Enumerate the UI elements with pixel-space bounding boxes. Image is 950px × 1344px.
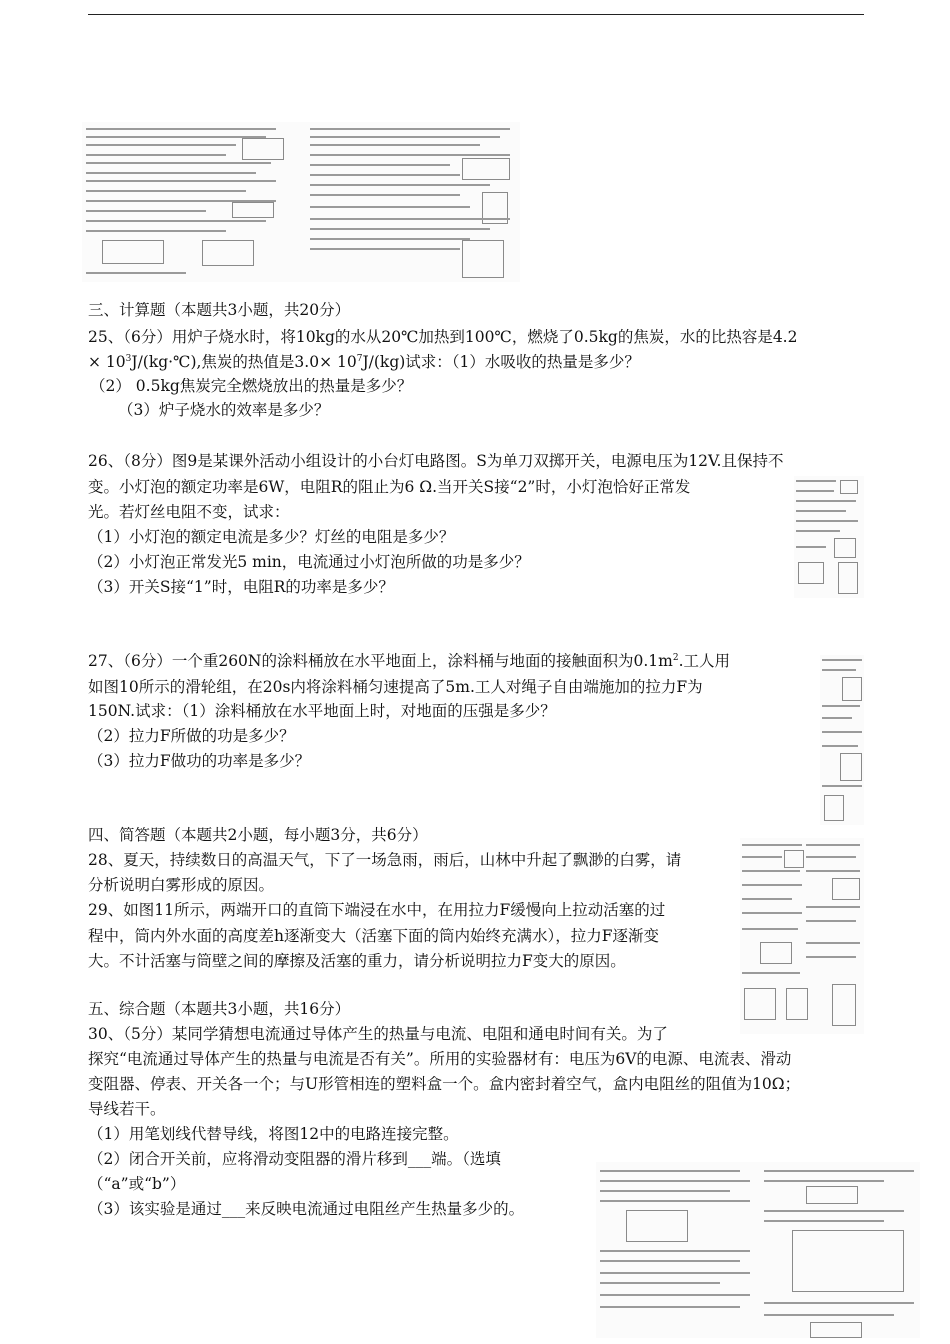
q25-line-1: 25、（6分）用炉子烧水时，将10kg的水从20℃加热到100℃，燃烧了0.5kg的焦炭，水的比热容是4.2 [88, 328, 798, 346]
q26-line-3: 光。若灯丝电阻不变，试求： [88, 503, 290, 521]
scanned-page-thumbnail-section-4 [740, 838, 864, 1034]
q27-line-3: 150N.试求：（1）涂料桶放在水平地面上时，对地面的压强是多少？ [88, 702, 556, 720]
q26-line-2: 变。小灯泡的额定功率是6W，电阻R的阻止为6 Ω.当开关S接“2”时，小灯泡恰好正常发 [88, 478, 691, 496]
q30-line-7: （“a”或“b”） [88, 1175, 186, 1193]
header-rule [88, 14, 864, 15]
q25-line-4: （3）炉子烧水的效率是多少？ [118, 401, 330, 419]
q29-line-2: 程中，筒内外水面的高度差h逐渐变大（活塞下面的筒内始终充满水），拉力F逐渐变 [88, 927, 659, 945]
q27-line-4: （2）拉力F所做的功是多少？ [88, 727, 295, 745]
q30-line-1: 30、（5分）某同学猜想电流通过导体产生的热量与电流、电阻和通电时间有关。为了 [88, 1025, 668, 1043]
q26-line-6: （3）开关S接“1”时，电阻R的功率是多少？ [88, 578, 394, 596]
q30-line-6: （2）闭合开关前，应将滑动变阻器的滑片移到___端。（选填 [88, 1150, 501, 1168]
q25-line-2: × $10^3J/(kg\cdot℃)$,焦炭的热值是$3.0\times 10^7J/(kg)$试求：（1）水吸收的热量是多少？ [88, 353, 640, 371]
q30-line-5: （1）用笔划线代替导线，将图12中的电路连接完整。 [88, 1125, 459, 1143]
section-3-heading: 三、计算题（本题共3小题，共20分） [88, 301, 351, 319]
q27-line-5: （3）拉力F做功的功率是多少？ [88, 752, 311, 770]
section-5-heading: 五、综合题（本题共3小题，共16分） [88, 1000, 351, 1018]
q27-line-1: 27、（6分）一个重260N的涂料桶放在水平地面上，涂料桶与地面的接触面积为$0.1m^2$.工人用 [88, 652, 731, 670]
q30-line-2: 探究“电流通过导体产生的热量与电流是否有关”。所用的实验器材有：电压为6V的电源、电流表、滑动 [88, 1050, 792, 1068]
scanned-page-thumbnail-top [82, 122, 520, 282]
scanned-page-thumbnail-q26 [794, 476, 864, 598]
section-4-heading: 四、简答题（本题共2小题，每小题3分，共6分） [88, 826, 428, 844]
scanned-page-thumbnail-q27 [820, 655, 864, 825]
scanned-page-thumbnail-bottom [596, 1162, 920, 1338]
q26-line-4: （1）小灯泡的额定电流是多少？灯丝的电阻是多少？ [88, 528, 455, 546]
q26-line-1: 26、（8分）图9是某课外活动小组设计的小台灯电路图。S为单刀双掷开关，电源电压为12V.且保持不 [88, 452, 784, 470]
q29-line-1: 29、如图11所示，两端开口的直筒下端浸在水中，在用拉力F缓慢向上拉动活塞的过 [88, 901, 666, 919]
q30-line-3: 变阻器、停表、开关各一个；与U形管相连的塑料盒一个。盒内密封着空气，盒内电阻丝的阻值为10Ω； [88, 1075, 801, 1093]
q28-line-1: 28、夏天，持续数日的高温天气，下了一场急雨，雨后，山林中升起了飘渺的白雾，请 [88, 851, 682, 869]
q30-line-8: （3）该实验是通过___来反映电流通过电阻丝产生热量多少的。 [88, 1200, 525, 1218]
q25-line-3: （2） 0.5kg焦炭完全燃烧放出的热量是多少？ [90, 377, 413, 395]
q30-line-4: 导线若干。 [88, 1100, 166, 1118]
q27-line-2: 如图10所示的滑轮组，在20s内将涂料桶匀速提高了5m.工人对绳子自由端施加的拉力F为 [88, 678, 703, 696]
q29-line-3: 大。不计活塞与筒壁之间的摩擦及活塞的重力，请分析说明拉力F变大的原因。 [88, 952, 626, 970]
q28-line-2: 分析说明白雾形成的原因。 [88, 876, 275, 894]
q26-line-5: （2）小灯泡正常发光5 min，电流通过小灯泡所做的功是多少？ [88, 553, 530, 571]
